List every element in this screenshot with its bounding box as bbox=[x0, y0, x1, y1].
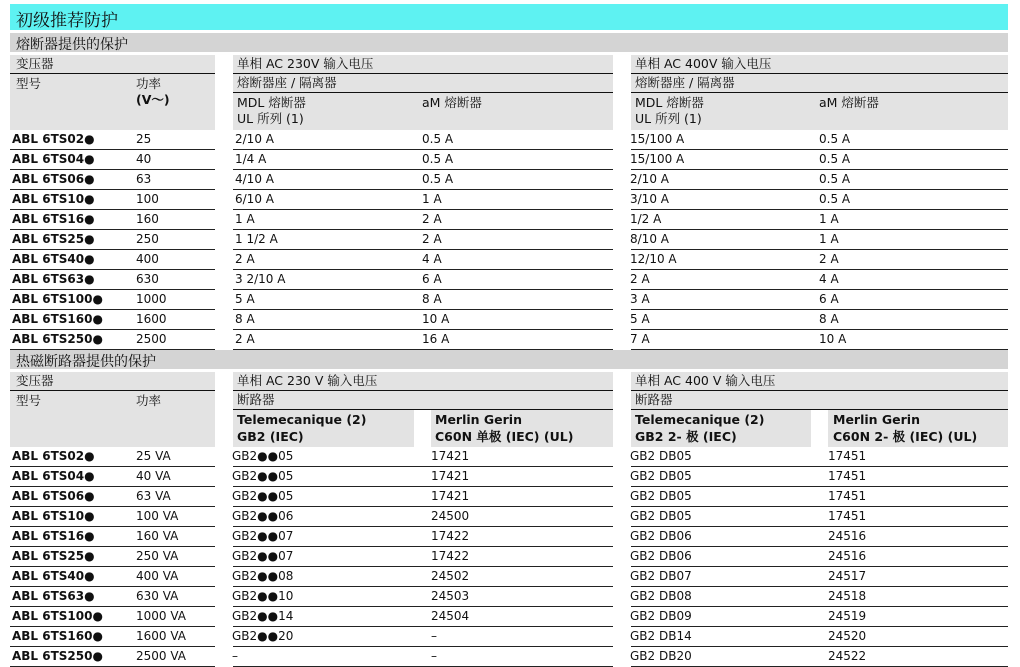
cell-model: ABL 6TS63● bbox=[12, 272, 95, 286]
cell-te-230: GB2●●05 bbox=[232, 489, 294, 503]
cell-mg-230: – bbox=[431, 629, 437, 643]
cell-am-230: 2 A bbox=[422, 212, 442, 226]
cell-te-400: GB2 DB08 bbox=[630, 589, 692, 603]
cell-mg-400: 24519 bbox=[828, 609, 867, 623]
table-row bbox=[10, 447, 1008, 467]
cell-model: ABL 6TS06● bbox=[12, 489, 95, 503]
breaker-400-title: 单相 AC 400 V 输入电压 bbox=[635, 373, 776, 388]
cell-mg-400: 17451 bbox=[828, 489, 867, 503]
cell-power: 1600 VA bbox=[136, 629, 187, 643]
cell-model: ABL 6TS100● bbox=[12, 609, 103, 623]
table-row bbox=[10, 190, 1008, 210]
cell-te-230: – bbox=[232, 649, 238, 663]
cell-te-230: GB2●●10 bbox=[232, 589, 294, 603]
cell-am-230: 0.5 A bbox=[422, 152, 454, 166]
cell-power: 160 VA bbox=[136, 529, 179, 543]
cell-am-230: 8 A bbox=[422, 292, 442, 306]
cell-mdl-400: 3/10 A bbox=[630, 192, 669, 206]
cell-model: ABL 6TS40● bbox=[12, 252, 95, 266]
cell-power: 1000 bbox=[136, 292, 167, 306]
cell-model: ABL 6TS16● bbox=[12, 212, 95, 226]
cell-mg-230: 17421 bbox=[431, 489, 470, 503]
table-row bbox=[10, 290, 1008, 310]
cell-am-400: 8 A bbox=[819, 312, 839, 326]
fuse-col-transformer: 变压器 bbox=[16, 56, 54, 71]
cell-mg-400: 17451 bbox=[828, 509, 867, 523]
breaker-400-mg2: C60N 2- 极 (IEC) (UL) bbox=[833, 429, 978, 444]
fuse-section-heading-bar bbox=[10, 33, 1008, 52]
cell-am-230: 4 A bbox=[422, 252, 442, 266]
cell-power: 250 VA bbox=[136, 549, 179, 563]
fuse-section-heading: 熔断器提供的保护 bbox=[16, 37, 128, 53]
cell-te-230: GB2●●05 bbox=[232, 449, 294, 463]
fuse-400-mdl: MDL 熔断器 bbox=[635, 95, 704, 110]
cell-mdl-400: 2/10 A bbox=[630, 172, 669, 186]
cell-power: 63 bbox=[136, 172, 152, 186]
cell-am-230: 0.5 A bbox=[422, 132, 454, 146]
cell-mg-230: 17421 bbox=[431, 469, 470, 483]
fuse-400-holder: 熔断器座 / 隔离器 bbox=[635, 75, 735, 90]
table-row bbox=[10, 587, 1008, 607]
cell-am-230: 10 A bbox=[422, 312, 450, 326]
cell-model: ABL 6TS100● bbox=[12, 292, 103, 306]
table-row bbox=[10, 567, 1008, 587]
cell-te-400: GB2 DB05 bbox=[630, 489, 692, 503]
cell-model: ABL 6TS16● bbox=[12, 529, 95, 543]
cell-mg-400: 24517 bbox=[828, 569, 867, 583]
cell-te-400: GB2 DB20 bbox=[630, 649, 692, 663]
cell-power: 63 VA bbox=[136, 489, 171, 503]
fuse-col-power: 功率 bbox=[136, 76, 162, 91]
cell-mdl-400: 1/2 A bbox=[630, 212, 662, 226]
table-row bbox=[10, 507, 1008, 527]
cell-power: 400 VA bbox=[136, 569, 179, 583]
breaker-230-te2: GB2 (IEC) bbox=[237, 429, 304, 444]
table-row bbox=[10, 210, 1008, 230]
cell-am-400: 2 A bbox=[819, 252, 839, 266]
divider bbox=[631, 390, 1008, 391]
cell-am-230: 16 A bbox=[422, 332, 450, 346]
cell-am-230: 2 A bbox=[422, 232, 442, 246]
table-row bbox=[10, 330, 1008, 350]
cell-mg-230: – bbox=[431, 649, 437, 663]
cell-mdl-230: 1 A bbox=[235, 212, 255, 226]
cell-te-400: GB2 DB06 bbox=[630, 549, 692, 563]
divider bbox=[10, 390, 215, 391]
cell-mg-400: 24516 bbox=[828, 529, 867, 543]
cell-model: ABL 6TS250● bbox=[12, 649, 103, 663]
fuse-230-holder: 熔断器座 / 隔离器 bbox=[237, 75, 337, 90]
fuse-400-title: 单相 AC 400V 输入电压 bbox=[635, 56, 772, 71]
cell-am-400: 1 A bbox=[819, 212, 839, 226]
cell-mg-400: 24522 bbox=[828, 649, 867, 663]
breaker-col-transformer: 变压器 bbox=[16, 373, 54, 388]
divider bbox=[233, 73, 613, 74]
table-row bbox=[10, 230, 1008, 250]
cell-model: ABL 6TS02● bbox=[12, 449, 95, 463]
fuse-400-am: aM 熔断器 bbox=[819, 95, 879, 110]
divider bbox=[631, 92, 1008, 93]
breaker-section-heading-bar bbox=[10, 350, 1008, 369]
cell-te-400: GB2 DB06 bbox=[630, 529, 692, 543]
cell-te-400: GB2 DB07 bbox=[630, 569, 692, 583]
cell-mdl-400: 15/100 A bbox=[630, 132, 685, 146]
cell-mdl-400: 15/100 A bbox=[630, 152, 685, 166]
table-row bbox=[10, 467, 1008, 487]
divider bbox=[233, 390, 613, 391]
cell-power: 250 bbox=[136, 232, 159, 246]
cell-mdl-230: 2/10 A bbox=[235, 132, 274, 146]
cell-mdl-400: 7 A bbox=[630, 332, 650, 346]
breaker-230-title: 单相 AC 230 V 输入电压 bbox=[237, 373, 378, 388]
cell-mdl-400: 5 A bbox=[630, 312, 650, 326]
cell-mdl-230: 2 A bbox=[235, 252, 255, 266]
cell-am-230: 0.5 A bbox=[422, 172, 454, 186]
fuse-230-title: 单相 AC 230V 输入电压 bbox=[237, 56, 374, 71]
cell-power: 160 bbox=[136, 212, 159, 226]
column-gap bbox=[811, 410, 828, 447]
cell-am-230: 1 A bbox=[422, 192, 442, 206]
fuse-230-ul: UL 所列 (1) bbox=[237, 111, 304, 126]
divider bbox=[10, 73, 215, 74]
cell-mdl-400: 8/10 A bbox=[630, 232, 669, 246]
cell-model: ABL 6TS63● bbox=[12, 589, 95, 603]
table-row bbox=[10, 607, 1008, 627]
cell-te-230: GB2●●14 bbox=[232, 609, 294, 623]
cell-power: 100 bbox=[136, 192, 159, 206]
cell-mdl-230: 1 1/2 A bbox=[235, 232, 278, 246]
cell-mg-400: 24516 bbox=[828, 549, 867, 563]
table-row bbox=[10, 170, 1008, 190]
fuse-col-model: 型号 bbox=[16, 76, 42, 91]
cell-mdl-230: 1/4 A bbox=[235, 152, 267, 166]
table-row bbox=[10, 130, 1008, 150]
cell-mg-230: 17422 bbox=[431, 549, 470, 563]
cell-model: ABL 6TS250● bbox=[12, 332, 103, 346]
cell-model: ABL 6TS25● bbox=[12, 549, 95, 563]
cell-mg-400: 17451 bbox=[828, 469, 867, 483]
fuse-230-mdl: MDL 熔断器 bbox=[237, 95, 306, 110]
cell-model: ABL 6TS06● bbox=[12, 172, 95, 186]
cell-mg-230: 24504 bbox=[431, 609, 470, 623]
cell-power: 630 VA bbox=[136, 589, 179, 603]
page-title: 初级推荐防护 bbox=[16, 11, 118, 31]
cell-model: ABL 6TS04● bbox=[12, 469, 95, 483]
cell-mg-400: 17451 bbox=[828, 449, 867, 463]
breaker-400-mg1: Merlin Gerin bbox=[833, 412, 920, 427]
divider bbox=[233, 92, 613, 93]
cell-mdl-230: 4/10 A bbox=[235, 172, 274, 186]
cell-am-400: 4 A bbox=[819, 272, 839, 286]
cell-model: ABL 6TS10● bbox=[12, 192, 95, 206]
cell-power: 40 bbox=[136, 152, 152, 166]
column-gap bbox=[414, 410, 431, 447]
table-row bbox=[10, 310, 1008, 330]
fuse-400-ul: UL 所列 (1) bbox=[635, 111, 702, 126]
cell-mdl-230: 2 A bbox=[235, 332, 255, 346]
cell-power: 1000 VA bbox=[136, 609, 187, 623]
cell-te-400: GB2 DB14 bbox=[630, 629, 692, 643]
cell-mg-230: 17421 bbox=[431, 449, 470, 463]
cell-power: 100 VA bbox=[136, 509, 179, 523]
breaker-230-te1: Telemecanique (2) bbox=[237, 412, 367, 427]
fuse-230-am: aM 熔断器 bbox=[422, 95, 482, 110]
breaker-230-mg2: C60N 单极 (IEC) (UL) bbox=[435, 429, 574, 444]
cell-mdl-230: 5 A bbox=[235, 292, 255, 306]
cell-power: 2500 VA bbox=[136, 649, 187, 663]
cell-te-230: GB2●●06 bbox=[232, 509, 294, 523]
cell-te-230: GB2●●07 bbox=[232, 549, 294, 563]
breaker-230-label: 断路器 bbox=[237, 392, 275, 407]
cell-mdl-400: 12/10 A bbox=[630, 252, 677, 266]
cell-te-230: GB2●●08 bbox=[232, 569, 294, 583]
cell-power: 25 bbox=[136, 132, 152, 146]
cell-am-400: 10 A bbox=[819, 332, 847, 346]
table-row bbox=[10, 250, 1008, 270]
page-title-bar bbox=[10, 4, 1008, 30]
cell-mdl-230: 8 A bbox=[235, 312, 255, 326]
cell-mg-230: 24503 bbox=[431, 589, 470, 603]
table-row bbox=[10, 487, 1008, 507]
cell-am-230: 6 A bbox=[422, 272, 442, 286]
cell-mg-230: 17422 bbox=[431, 529, 470, 543]
cell-am-400: 0.5 A bbox=[819, 192, 851, 206]
breaker-col-model: 型号 bbox=[16, 393, 42, 408]
cell-mg-230: 24502 bbox=[431, 569, 470, 583]
breaker-230-mg1: Merlin Gerin bbox=[435, 412, 522, 427]
cell-am-400: 0.5 A bbox=[819, 172, 851, 186]
table-row bbox=[10, 150, 1008, 170]
cell-mdl-400: 3 A bbox=[630, 292, 650, 306]
breaker-400-te2: GB2 2- 极 (IEC) bbox=[635, 429, 737, 444]
cell-te-400: GB2 DB05 bbox=[630, 449, 692, 463]
cell-power: 25 VA bbox=[136, 449, 171, 463]
breaker-400-label: 断路器 bbox=[635, 392, 673, 407]
cell-power: 2500 bbox=[136, 332, 167, 346]
breaker-section-heading: 热磁断路器提供的保护 bbox=[16, 354, 156, 370]
divider bbox=[631, 73, 1008, 74]
cell-mdl-230: 6/10 A bbox=[235, 192, 274, 206]
cell-te-400: GB2 DB05 bbox=[630, 509, 692, 523]
table-row bbox=[10, 527, 1008, 547]
cell-te-230: GB2●●20 bbox=[232, 629, 294, 643]
cell-am-400: 0.5 A bbox=[819, 152, 851, 166]
cell-power: 630 bbox=[136, 272, 159, 286]
cell-te-400: GB2 DB09 bbox=[630, 609, 692, 623]
cell-model: ABL 6TS04● bbox=[12, 152, 95, 166]
cell-power: 400 bbox=[136, 252, 159, 266]
table-row bbox=[10, 647, 1008, 667]
cell-model: ABL 6TS25● bbox=[12, 232, 95, 246]
cell-model: ABL 6TS160● bbox=[12, 629, 103, 643]
cell-te-230: GB2●●05 bbox=[232, 469, 294, 483]
cell-am-400: 1 A bbox=[819, 232, 839, 246]
table-row bbox=[10, 270, 1008, 290]
cell-power: 40 VA bbox=[136, 469, 171, 483]
cell-am-400: 0.5 A bbox=[819, 132, 851, 146]
cell-mg-230: 24500 bbox=[431, 509, 470, 523]
cell-power: 1600 bbox=[136, 312, 167, 326]
cell-model: ABL 6TS160● bbox=[12, 312, 103, 326]
table-row bbox=[10, 547, 1008, 567]
cell-model: ABL 6TS40● bbox=[12, 569, 95, 583]
cell-te-400: GB2 DB05 bbox=[630, 469, 692, 483]
cell-te-230: GB2●●07 bbox=[232, 529, 294, 543]
cell-mg-400: 24520 bbox=[828, 629, 867, 643]
cell-model: ABL 6TS10● bbox=[12, 509, 95, 523]
cell-am-400: 6 A bbox=[819, 292, 839, 306]
table-row bbox=[10, 627, 1008, 647]
cell-model: ABL 6TS02● bbox=[12, 132, 95, 146]
cell-mdl-230: 3 2/10 A bbox=[235, 272, 286, 286]
cell-mdl-400: 2 A bbox=[630, 272, 650, 286]
fuse-col-power-unit: (V～) bbox=[136, 92, 170, 107]
cell-mg-400: 24518 bbox=[828, 589, 867, 603]
breaker-col-power: 功率 bbox=[136, 393, 162, 408]
breaker-400-te1: Telemecanique (2) bbox=[635, 412, 765, 427]
